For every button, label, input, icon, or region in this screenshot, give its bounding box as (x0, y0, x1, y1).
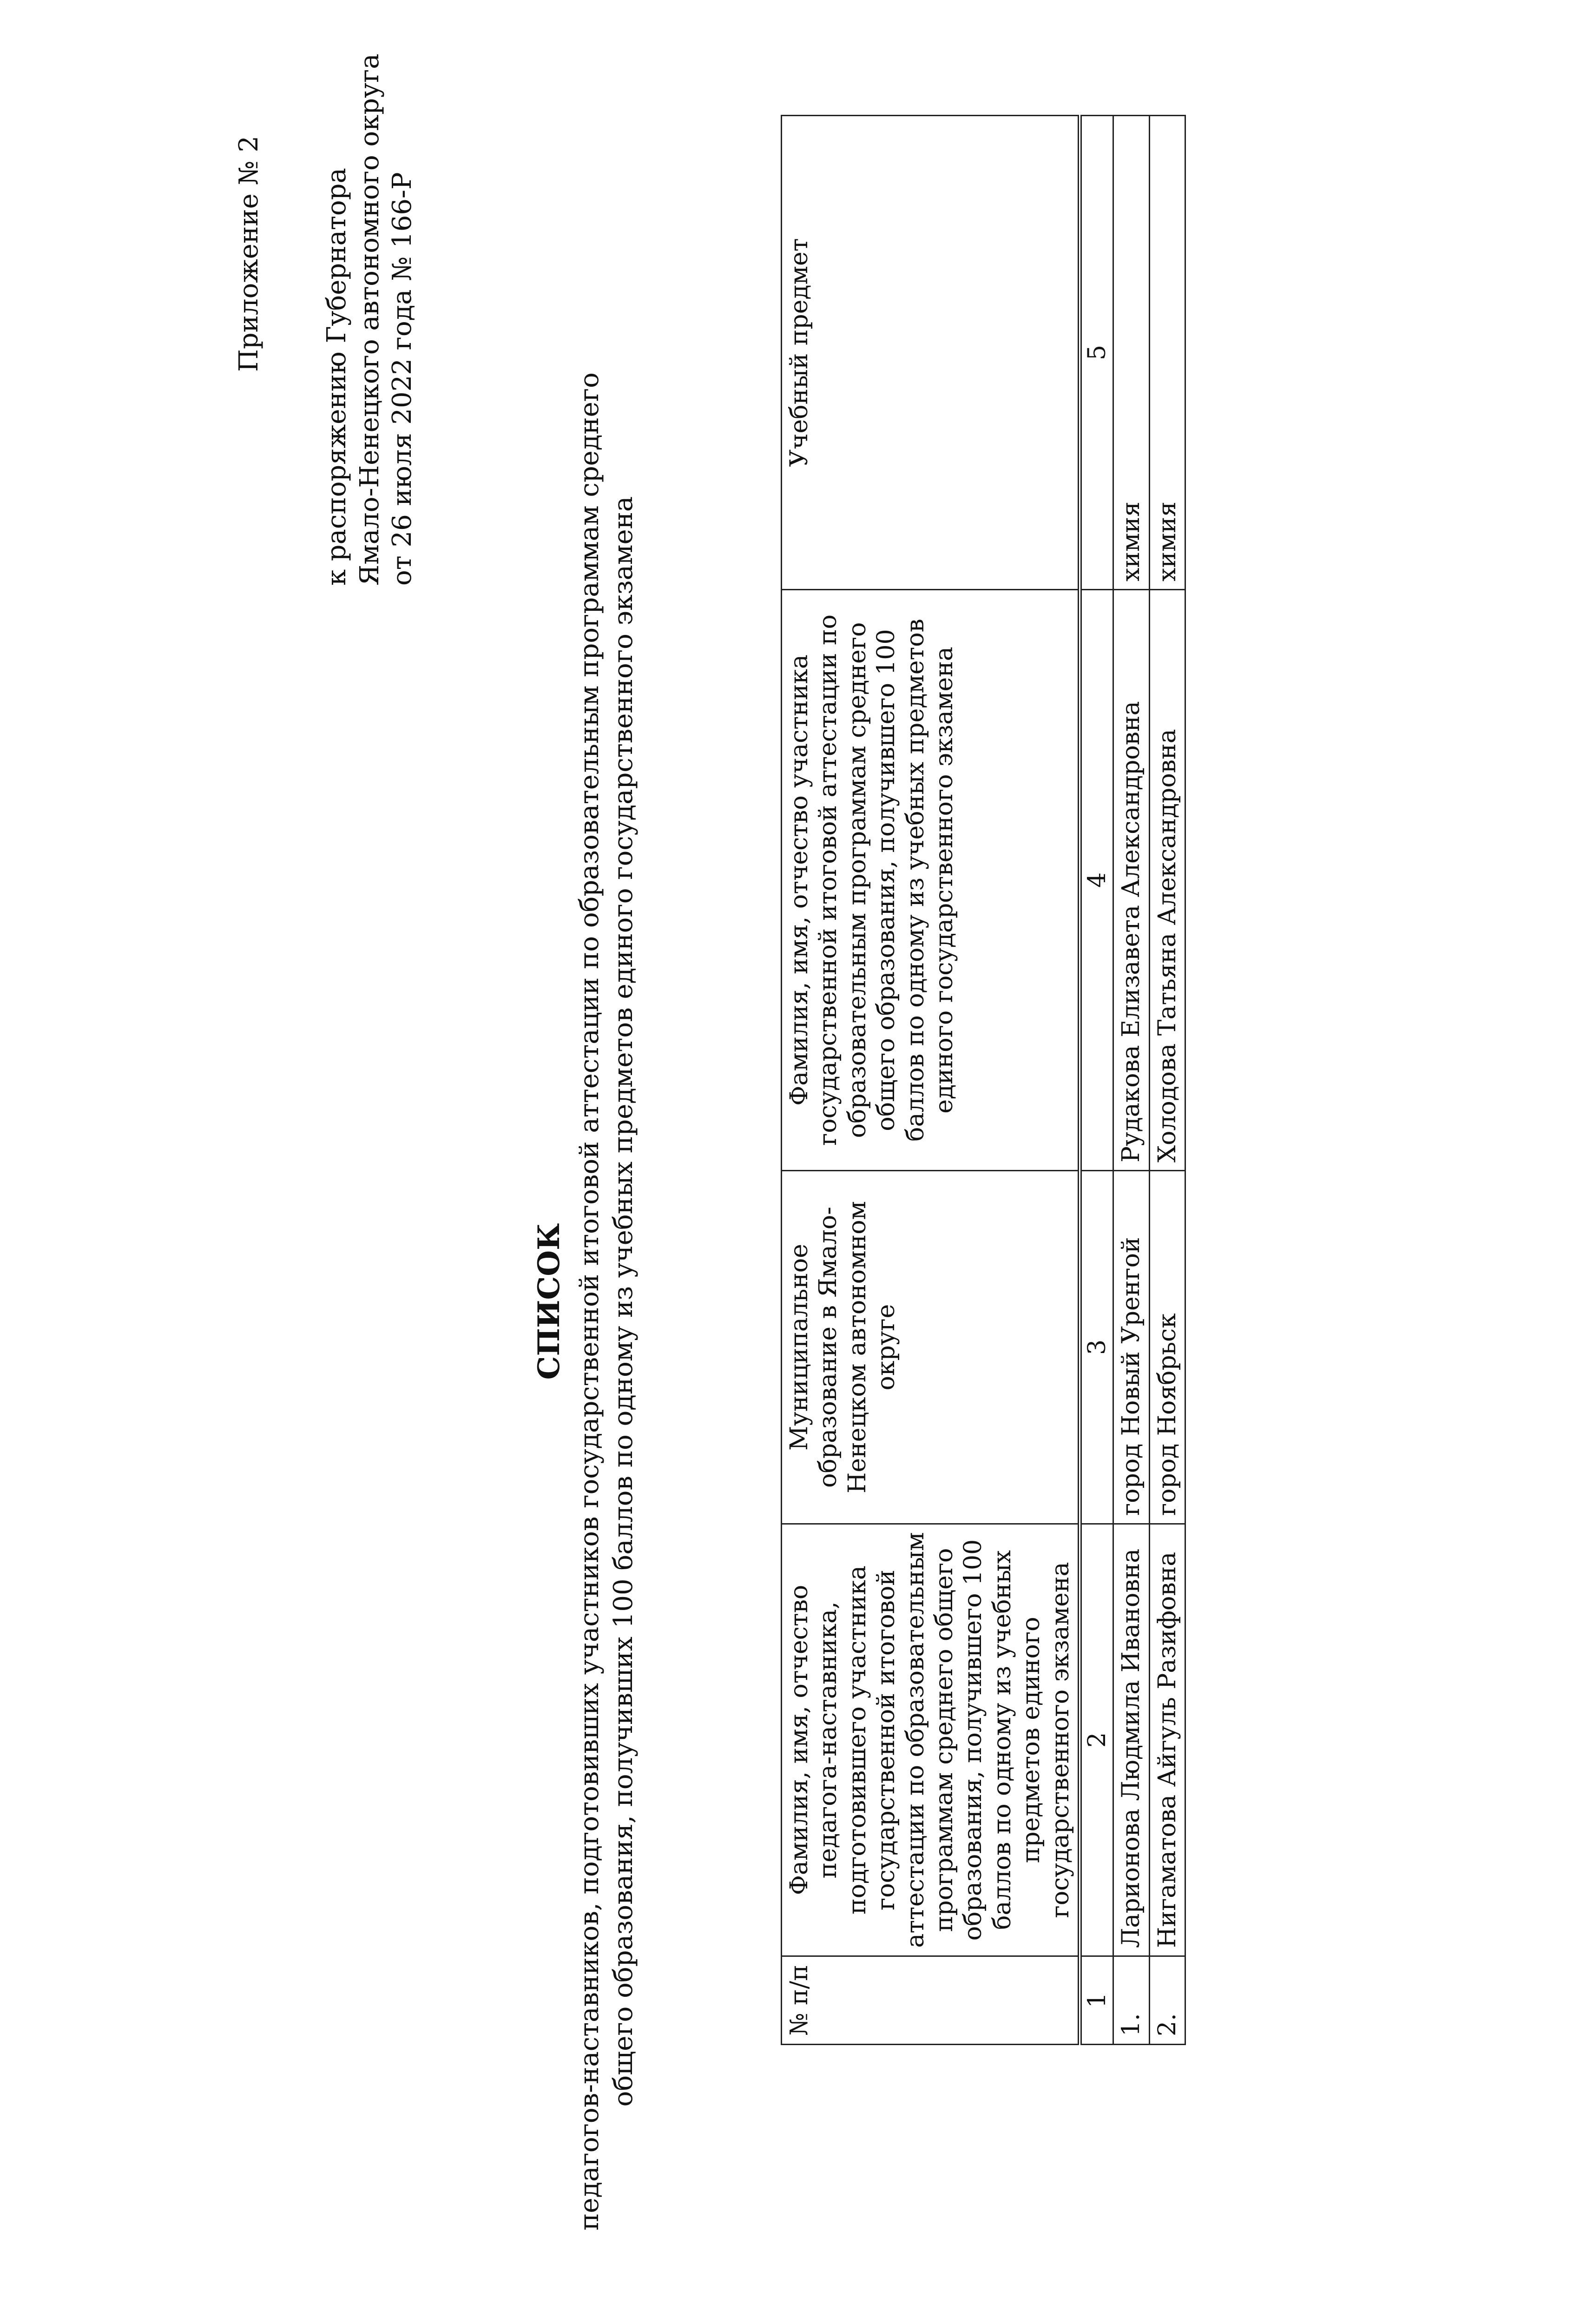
column-number: 1 (1080, 1956, 1113, 2045)
document-subtitle: педагогов-наставников, подготовивших участников государственной итоговой аттестации по образовательным программам среднего общего образования, получивших 100 баллов по одному из учебных предметов единого государственного экзамена (574, 372, 639, 2231)
document-title: СПИСОК (532, 1223, 566, 1380)
subject: химия (1149, 116, 1185, 590)
table-header-row (782, 116, 1080, 2045)
appendix-order-line: Ямало-Ненецкого автономного округа (354, 53, 385, 586)
column-number: 2 (1080, 1524, 1113, 1956)
row-number: 1. (1113, 1956, 1149, 2045)
mentor-name: Ларионова Людмила Ивановна (1113, 1524, 1149, 1956)
header-mentor: Фамилия, имя, отчество педагога-наставника, подготовившего участника государственной итоговой аттестации по образовательным программам среднего общего образования, получившего 100 баллов по одному из учебных предметов единого государственного экзамена (782, 1524, 1080, 1956)
table-row (1149, 116, 1185, 2045)
column-number: 4 (1080, 590, 1113, 1171)
mentor-name: Нигаматова Айгуль Разифовна (1149, 1524, 1185, 1956)
appendix-order-reference (321, 53, 419, 586)
appendix-order-line: к распоряжению Губернатора (322, 168, 352, 586)
student-name: Рудакова Елизавета Александровна (1113, 590, 1149, 1171)
header-student: Фамилия, имя, отчество участника государственной итоговой аттестации по образовательным программам среднего общего образования, получившего 100 баллов по одному из учебных предметов единого государственного экзамена (782, 590, 1080, 1171)
header-number: № п/п (782, 1956, 1080, 2045)
table-row (1113, 116, 1149, 2045)
column-number-row (1080, 116, 1113, 2045)
student-name: Холодова Татьяна Александровна (1149, 590, 1185, 1171)
column-number: 5 (1080, 116, 1113, 590)
municipality: город Ноябрьск (1149, 1171, 1185, 1524)
appendix-order-line: от 26 июля 2022 года № 166-Р (387, 172, 418, 586)
header-municipality: Муниципальное образование в Ямало-Ненецком автономном округе (782, 1171, 1080, 1524)
column-number: 3 (1080, 1171, 1113, 1524)
subject: химия (1113, 116, 1149, 590)
header-subject: Учебный предмет (782, 116, 1080, 590)
appendix-number: Приложение № 2 (234, 136, 264, 372)
mentors-table (781, 115, 1186, 2045)
row-number: 2. (1149, 1956, 1185, 2045)
municipality: город Новый Уренгой (1113, 1171, 1149, 1524)
title-block (530, 325, 641, 2278)
